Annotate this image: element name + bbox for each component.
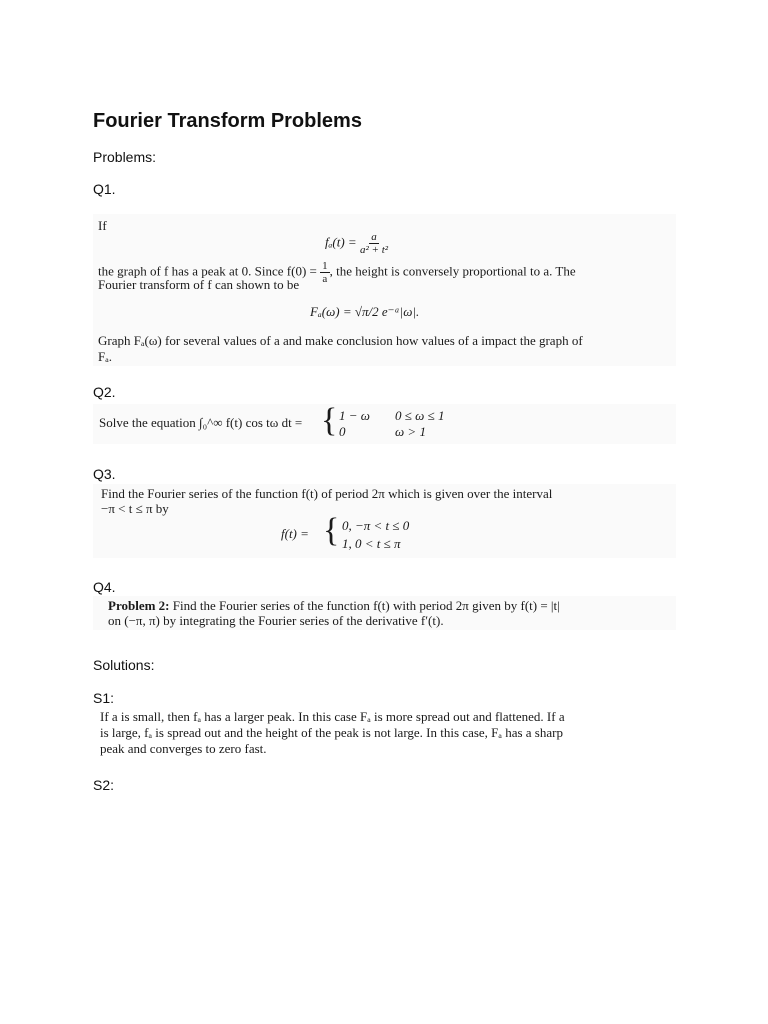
- q1-if-word: If: [98, 218, 107, 233]
- page-title: Fourier Transform Problems: [93, 110, 362, 132]
- q4-line-1: [108, 598, 560, 614]
- q2-label: Q2.: [93, 384, 116, 400]
- q2-brace: {: [321, 402, 338, 439]
- q1-peak-text: the graph of f has a peak at 0. Since f(0) =: [98, 263, 317, 279]
- q1-graph-line-1: Graph Fₐ(ω) for several values of a and make conclusion how values of a impact the graph of: [98, 333, 583, 348]
- solutions-heading: Solutions:: [93, 657, 155, 673]
- q2-case2-expr: 0: [339, 424, 346, 439]
- q4-line-2: on (−π, π) by integrating the Fourier series of the derivative f′(t).: [108, 613, 444, 628]
- q1-graph-line-2: Fₐ.: [98, 349, 113, 364]
- q3-case-1: 0, −π < t ≤ 0: [342, 518, 410, 533]
- q1-fa-lhs: fₐ(t) =: [325, 234, 357, 250]
- q1-fa-denominator: a² + t²: [359, 244, 389, 256]
- q1-transform-line: Fourier transform of f can shown to be: [98, 277, 300, 292]
- q3-ft-lhs: f(t) =: [281, 526, 309, 541]
- s1-label: S1:: [93, 690, 115, 706]
- q1-Fa-equation: Fₐ(ω) = √π/2 e⁻ᵃ|ω|.: [310, 304, 420, 319]
- q4-label: Q4.: [93, 579, 116, 595]
- q1-proportional-text: , the height is conversely proportional to a. The: [329, 263, 576, 279]
- q3-case-2: 1, 0 < t ≤ π: [342, 536, 401, 551]
- q4-line-1-text: Find the Fourier series of the function f(t) with period 2π given by f(t) = |t|: [172, 598, 560, 613]
- problems-heading: Problems:: [93, 149, 157, 165]
- q3-brace: {: [323, 512, 340, 549]
- q1-fa-numerator: a: [371, 231, 377, 243]
- q2-case1-expr: 1 − ω: [339, 408, 370, 423]
- q3-line-1: Find the Fourier series of the function f(t) of period 2π which is given over the interval: [101, 486, 553, 501]
- s1-line-3: peak and converges to zero fast.: [100, 741, 267, 756]
- q2-snippet: [93, 404, 676, 444]
- q4-snippet: [93, 596, 676, 630]
- q3-snippet: [93, 484, 676, 558]
- q2-case1-cond: 0 ≤ ω ≤ 1: [395, 408, 445, 423]
- q3-line-2: −π < t ≤ π by: [101, 501, 169, 516]
- q4-problem-label: Problem 2:: [108, 598, 170, 613]
- q2-case2-cond: ω > 1: [395, 424, 426, 439]
- s1-snippet: [93, 707, 676, 759]
- q1-one-over-a-den: a: [322, 273, 328, 285]
- q1-one-over-a: [320, 260, 330, 285]
- q1-fa-fraction: [360, 231, 388, 256]
- q3-label: Q3.: [93, 466, 116, 482]
- q1-one-over-a-num: 1: [322, 260, 328, 272]
- q2-solve-text: Solve the equation ∫₀^∞ f(t) cos tω dt =: [99, 415, 303, 430]
- q1-snippet: [93, 214, 676, 366]
- s1-line-1: If a is small, then fₐ has a larger peak. In this case Fₐ is more spread out and flattened. If a: [100, 709, 565, 724]
- s2-label: S2:: [93, 777, 115, 793]
- q1-label: Q1.: [93, 181, 116, 197]
- s1-line-2: is large, fₐ is spread out and the height of the peak is not large. In this case, Fₐ has a sharp: [100, 725, 563, 740]
- q1-fa-definition: [325, 231, 388, 256]
